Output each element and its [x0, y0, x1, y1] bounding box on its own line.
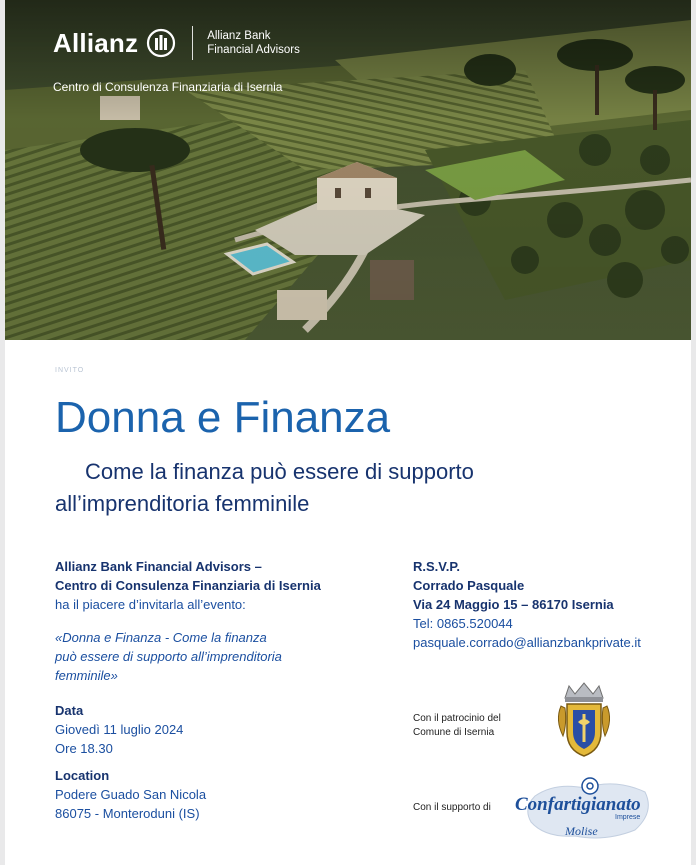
rsvp-label: R.S.V.P.: [413, 559, 460, 574]
allianz-brand: [53, 26, 300, 60]
faded-label: INVITO: [55, 367, 85, 374]
brand-divider: [192, 26, 193, 60]
confartigianato-region: Molise: [565, 824, 598, 838]
page-subtitle: [55, 456, 615, 520]
rsvp-block: [413, 557, 683, 652]
host-line2: Centro di Consulenza Finanziaria di Isernia: [55, 578, 321, 593]
centro-consulenza: Centro di Consulenza Finanziaria di Isernia: [53, 80, 283, 94]
event-details: [55, 557, 385, 823]
isernia-coat-of-arms-icon: [553, 680, 615, 760]
patrocinio-line2: Comune di Isernia: [413, 727, 495, 738]
hero-photo: [5, 0, 691, 340]
host-line3: ha il piacere d’invitarla all’evento:: [55, 597, 246, 612]
brand-sub-line1: Allianz Bank: [207, 30, 271, 42]
event-time: Ore 18.30: [55, 741, 113, 756]
event-quote-line3: femminile»: [55, 668, 118, 683]
patrocinio-line1: Con il patrocinio del: [413, 713, 501, 724]
allianz-eagle-icon: [146, 28, 176, 58]
rsvp-address: Via 24 Maggio 15 – 86170 Isernia: [413, 597, 614, 612]
brand-sub-line2: Financial Advisors: [207, 44, 300, 56]
supporto-text: Con il supporto di: [413, 802, 491, 813]
event-quote-line2: può essere di supporto all’imprenditoria: [55, 649, 282, 664]
confartigianato-imprese: Imprese: [615, 814, 641, 821]
event-quote-line1: «Donna e Finanza - Come la finanza: [55, 630, 267, 645]
rsvp-phone[interactable]: Tel: 0865.520044: [413, 616, 513, 631]
rsvp-name: Corrado Pasquale: [413, 578, 525, 593]
event-quote: [55, 628, 355, 685]
host-line1: Allianz Bank Financial Advisors –: [55, 559, 262, 574]
brand-subtitle: [207, 29, 300, 57]
location-line2: 86075 - Monteroduni (IS): [55, 806, 200, 821]
confartigianato-wordmark: Confartigianato: [515, 794, 641, 815]
location-label: Location: [55, 768, 110, 783]
subtitle-line2: all’imprenditoria femminile: [55, 491, 310, 516]
page-title: Donna e Finanza: [55, 393, 391, 442]
subtitle-line1: Come la finanza può essere di supporto: [85, 459, 474, 484]
patrocinio-text: [413, 712, 533, 740]
invitation-page: [5, 0, 691, 865]
allianz-wordmark: Allianz: [53, 28, 139, 58]
rsvp-email-link[interactable]: pasquale.corrado@allianzbankprivate.it: [413, 635, 641, 650]
date-label: Data: [55, 703, 84, 718]
confartigianato-logo: [515, 772, 665, 844]
event-date: Giovedì 11 luglio 2024: [55, 722, 184, 737]
location-line1: Podere Guado San Nicola: [55, 787, 207, 802]
